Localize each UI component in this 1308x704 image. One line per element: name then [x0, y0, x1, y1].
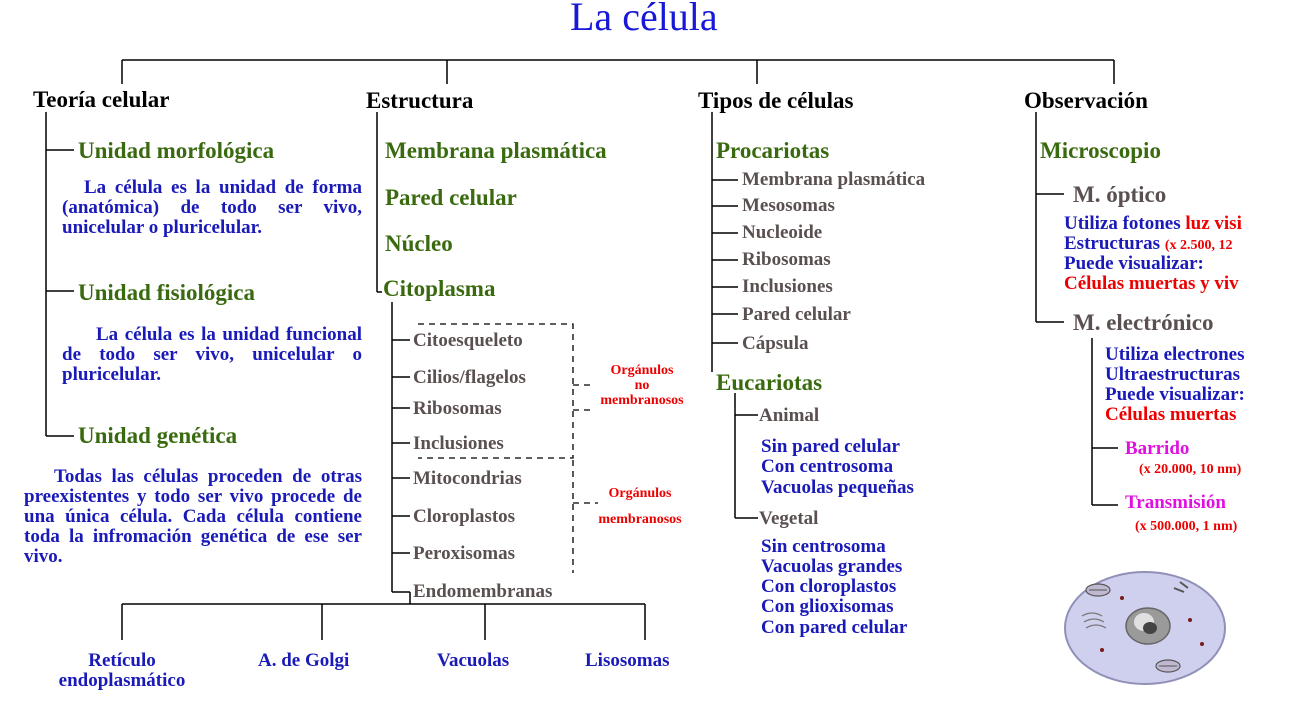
citoplasma-peroxisomas: Peroxisomas: [413, 543, 516, 564]
microscopio-electronico: M. electrónico: [1073, 310, 1214, 335]
animal-feature-0: Sin pared celular: [761, 436, 900, 457]
optico-luz: luz visi: [1185, 213, 1242, 234]
procariota-item-0: Membrana plasmática: [742, 169, 926, 190]
citoplasma-endomembranas: Endomembranas: [413, 581, 553, 602]
procariota-item-6: Cápsula: [742, 333, 809, 354]
citoplasma-cilios: Cilios/flagelos: [413, 367, 526, 388]
vegetal-feature-3: Con glioxisomas: [761, 596, 894, 617]
vegetal-feature-4: Con pared celular: [761, 617, 908, 638]
citoplasma-cloroplastos: Cloroplastos: [413, 506, 516, 527]
citoplasma-citoesqueleto: Citoesqueleto: [413, 330, 523, 351]
tipos-eucariotas: Eucariotas: [716, 370, 823, 395]
procariota-item-2: Nucleoide: [742, 222, 823, 243]
barrido-detail: (x 20.000, 10 nm): [1139, 462, 1242, 477]
procariota-item-3: Ribosomas: [742, 249, 831, 270]
electronico-line-2: Puede visualizar:: [1105, 384, 1245, 405]
heading-teoria: Teoría celular: [33, 87, 170, 112]
reticulo-line2: endoplasmático: [58, 670, 186, 691]
group-no-membranosos-line3: membranosos: [600, 393, 684, 408]
group-no-membranosos: [578, 363, 706, 408]
citoplasma-inclusiones: Inclusiones: [413, 433, 504, 454]
heading-estructura: Estructura: [366, 88, 474, 113]
optico-line-3: Células muertas y viv: [1064, 273, 1239, 294]
estructura-nucleo: Núcleo: [385, 231, 453, 256]
page-title: La célula: [570, 0, 718, 39]
electronico-line-1: Ultraestructuras: [1105, 364, 1241, 385]
procariota-item-5: Pared celular: [742, 304, 851, 325]
optico-aumento: (x 2.500, 12: [1164, 238, 1233, 253]
electronico-barrido: Barrido: [1125, 438, 1190, 459]
transmision-detail: (x 500.000, 1 nm): [1135, 519, 1238, 534]
citoplasma-mitocondrias: Mitocondrias: [413, 468, 522, 489]
eucariota-vegetal: Vegetal: [759, 508, 819, 529]
optico-line-2: Puede visualizar:: [1064, 253, 1204, 274]
group-no-membranosos-line2: no: [634, 378, 650, 393]
teoria-text-genetica: Todas las células proceden de otras preexistentes y todo ser vivo procede de una única célula. Cada célula contiene toda la infromación genética de ese ser vivo.: [24, 466, 362, 567]
estructura-pared: Pared celular: [385, 185, 517, 210]
optico-line-0: [1064, 214, 1242, 233]
animal-feature-2: Vacuolas pequeñas: [761, 477, 914, 498]
endomembrana-lisosomas: Lisosomas: [585, 650, 670, 671]
optico-fotones: Utiliza fotones: [1064, 213, 1181, 234]
endomembrana-golgi: A. de Golgi: [258, 650, 350, 671]
vegetal-feature-2: Con cloroplastos: [761, 576, 897, 597]
heading-tipos: Tipos de células: [698, 88, 854, 113]
procariota-item-4: Inclusiones: [742, 276, 833, 297]
heading-observacion: Observación: [1024, 88, 1148, 113]
vegetal-feature-0: Sin centrosoma: [761, 536, 886, 557]
estructura-citoplasma: Citoplasma: [383, 276, 496, 301]
electronico-line-3: Células muertas: [1105, 404, 1237, 425]
procariota-item-1: Mesosomas: [742, 195, 835, 216]
tipos-procariotas: Procariotas: [716, 138, 830, 163]
electronico-transmision: Transmisión: [1125, 492, 1227, 513]
group-membranosos-line1: Orgánulos: [608, 486, 672, 501]
animal-cell-illustration: [1062, 568, 1228, 688]
optico-estructuras: Estructuras: [1064, 233, 1161, 254]
group-no-membranosos-line1: Orgánulos: [610, 363, 674, 378]
vegetal-feature-1: Vacuolas grandes: [761, 556, 903, 577]
electronico-line-0: Utiliza electrones: [1105, 344, 1245, 365]
reticulo-line1: Retículo: [88, 650, 156, 671]
teoria-label-fisiologica: Unidad fisiológica: [78, 280, 256, 305]
citoplasma-ribosomas: Ribosomas: [413, 398, 502, 419]
group-membranosos-line2: membranosos: [598, 512, 682, 527]
group-membranosos: [576, 481, 704, 533]
microscopio-optico: M. óptico: [1073, 182, 1167, 207]
teoria-label-morfologica: Unidad morfológica: [78, 138, 275, 163]
estructura-membrana: Membrana plasmática: [385, 138, 607, 163]
optico-line-1: [1064, 234, 1232, 253]
teoria-label-genetica: Unidad genética: [78, 423, 238, 448]
observacion-microscopio: Microscopio: [1040, 138, 1161, 163]
teoria-text-morfologica: La célula es la unidad de forma (anatómica) de todo ser vivo, unicelular o pluricelular.: [62, 177, 362, 238]
endomembrana-reticulo: [24, 651, 220, 691]
teoria-text-fisiologica: La célula es la unidad funcional de todo ser vivo, unicelular o pluricelular.: [62, 324, 362, 385]
endomembrana-vacuolas: Vacuolas: [437, 650, 510, 671]
eucariota-animal: Animal: [759, 405, 820, 426]
animal-feature-1: Con centrosoma: [761, 456, 894, 477]
